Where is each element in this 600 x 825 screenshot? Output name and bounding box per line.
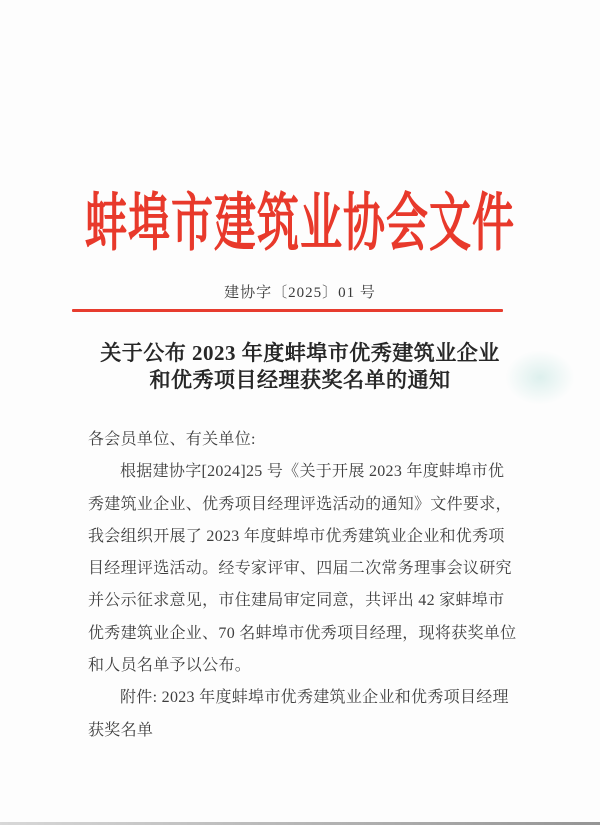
body-line-attachment-wrap: 获奖名单 (88, 721, 154, 739)
body-line: 我会组织开展了 2023 年度蚌埠市优秀建筑业企业和优秀项 (88, 527, 505, 545)
body-line: 和人员名单予以公布。 (88, 657, 252, 675)
body-line: 优秀建筑业企业、70 名蚌埠市优秀项目经理，现将获奖单位 (88, 624, 517, 642)
letterhead-org-title: 蚌埠市建筑业协会文件 (84, 190, 515, 260)
scan-artifact (505, 350, 575, 405)
body-line: 秀建筑业企业、优秀项目经理评选活动的通知》文件要求， (88, 495, 512, 513)
body-line-attachment: 附件: 2023 年度蚌埠市优秀建筑业企业和优秀项目经理 (120, 689, 509, 707)
body-line: 并公示征求意见，市住建局审定同意，共评出 42 家蚌埠市 (88, 592, 505, 610)
body-line: 根据建协字[2024]25 号《关于开展 2023 年度蚌埠市优 (120, 463, 505, 481)
document-number: 建协字〔2025〕01 号 (224, 285, 376, 301)
subject-title-line-1: 关于公布 2023 年度蚌埠市优秀建筑业企业 (100, 341, 500, 365)
document-body (88, 424, 528, 747)
subject-title-line-2: 和优秀项目经理获奖名单的通知 (149, 368, 451, 392)
body-line: 目经理评选活动。经专家评审、四届二次常务理事会议研究 (88, 560, 512, 578)
red-divider-line (72, 309, 503, 312)
body-line-salutation: 各会员单位、有关单位: (88, 431, 256, 448)
